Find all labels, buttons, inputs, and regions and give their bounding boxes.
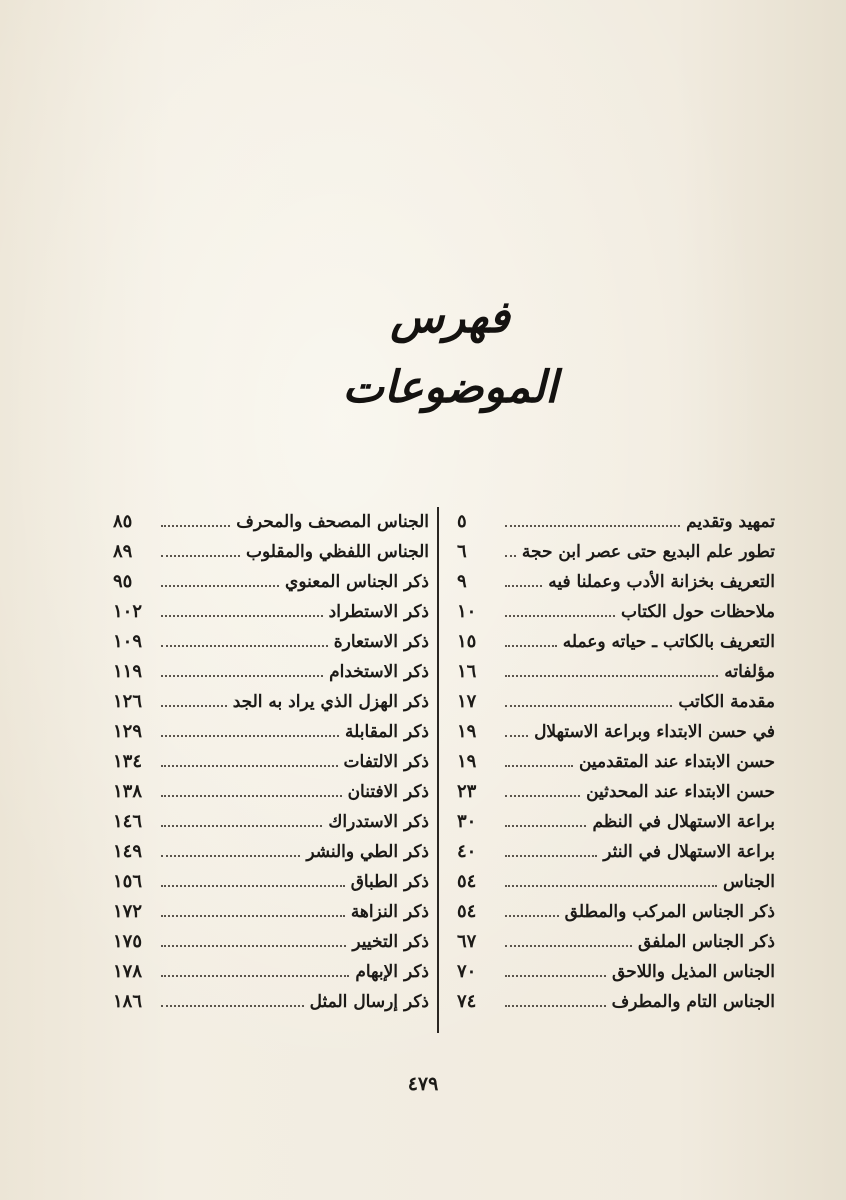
toc-entry-page: ٧٤ (457, 991, 477, 1012)
leader-dots (505, 747, 573, 767)
toc-entry-page: ١٥ (457, 631, 477, 652)
toc-entry (457, 897, 775, 927)
toc-entry-title: ذكر الاستخدام (329, 662, 429, 682)
leader-dots (161, 777, 342, 797)
toc-entry-title: ذكر الاستدراك (328, 812, 429, 832)
toc-entry (457, 627, 775, 657)
toc-entry (113, 927, 429, 957)
leader-dots (161, 987, 304, 1007)
toc-entry-page: ١٠٩ (113, 631, 143, 652)
toc-entry-page: ١٦ (457, 661, 477, 682)
toc-entry-title: ذكر الافتنان (347, 782, 429, 802)
leader-dots (161, 537, 240, 557)
leader-dots (505, 597, 615, 617)
toc-entry-page: ١٣٤ (113, 751, 143, 772)
leader-dots (161, 867, 345, 887)
toc-entry-title: ذكر المقابلة (345, 722, 429, 742)
toc-entry-title: ذكر الاستطراد (328, 602, 429, 622)
toc-entry-page: ٥٤ (457, 901, 477, 922)
toc-entry-page: ١٢٦ (113, 691, 143, 712)
toc-entry (457, 987, 775, 1017)
page-number: ٤٧٩ (407, 1073, 439, 1095)
toc-entry-page: ٣٠ (457, 811, 477, 832)
toc-entry-title: الجناس اللفظي والمقلوب (246, 542, 429, 562)
leader-dots (505, 687, 672, 707)
toc-entry-title: ذكر الجناس الملفق (638, 932, 775, 952)
toc-entry-title: مقدمة الكاتب (678, 692, 775, 712)
toc-entry (113, 657, 429, 687)
toc-entry-page: ٥٤ (457, 871, 477, 892)
toc-entry (113, 627, 429, 657)
leader-dots (161, 687, 227, 707)
toc-entry-page: ١٧٥ (113, 931, 143, 952)
toc-entry-page: ٩ (457, 571, 467, 592)
toc-entry-page: ٩٥ (113, 571, 133, 592)
toc-entry (113, 687, 429, 717)
leader-dots (505, 717, 528, 737)
toc-entry (457, 747, 775, 777)
toc-entry (457, 837, 775, 867)
toc-entry-title: تمهيد وتقديم (686, 512, 775, 532)
toc-entry-page: ٤٠ (457, 841, 477, 862)
toc-entry-page: ١١٩ (113, 661, 143, 682)
leader-dots (505, 927, 632, 947)
toc-entry-page: ١٥٦ (113, 871, 143, 892)
toc-entry-page: ١٢٩ (113, 721, 143, 742)
toc-entry-page: ١٧٢ (113, 901, 143, 922)
leader-dots (505, 837, 597, 857)
toc-entry (457, 567, 775, 597)
leader-dots (505, 807, 586, 827)
toc-entry (113, 597, 429, 627)
leader-dots (505, 897, 559, 917)
toc-entry (113, 957, 429, 987)
toc-entry (113, 747, 429, 777)
toc-entry-title: ذكر الجناس المركب والمطلق (564, 902, 775, 922)
toc-entry (457, 717, 775, 747)
leader-dots (505, 957, 606, 977)
toc-entry-title: براعة الاستهلال في النثر (603, 842, 775, 862)
leader-dots (505, 867, 717, 887)
toc-entry-page: ٨٥ (113, 511, 133, 532)
toc-entry-title: التعريف بخزانة الأدب وعملنا فيه (548, 572, 775, 592)
toc-entry (113, 837, 429, 867)
toc-entry-page: ٥ (457, 511, 467, 532)
toc-entry-title: ذكر الطباق (350, 872, 429, 892)
toc-entry (113, 867, 429, 897)
toc-entry-title: ذكر الطي والنشر (306, 842, 429, 862)
toc-entry (457, 657, 775, 687)
toc-entry (113, 777, 429, 807)
toc-entry-title: ذكر الإبهام (355, 962, 429, 982)
toc-entry-page: ٧٠ (457, 961, 477, 982)
toc-entry (113, 507, 429, 537)
page-title: فهرس الموضوعات (342, 292, 558, 413)
leader-dots (161, 657, 323, 677)
toc-entry (457, 687, 775, 717)
leader-dots (161, 957, 349, 977)
toc-entry-title: ذكر إرسال المثل (309, 992, 429, 1012)
leader-dots (161, 717, 339, 737)
toc-entry-page: ١٧ (457, 691, 477, 712)
toc-entry-page: ١٨٦ (113, 991, 143, 1012)
toc-entry-title: مؤلفاته (724, 662, 775, 682)
toc-entry (113, 807, 429, 837)
leader-dots (161, 507, 230, 527)
toc-entry-title: الجناس (723, 872, 775, 892)
leader-dots (161, 897, 345, 917)
toc-entry-page: ٦٧ (457, 931, 477, 952)
toc-entry (457, 507, 775, 537)
toc-entry-page: ٨٩ (113, 541, 133, 562)
toc-entry (457, 927, 775, 957)
leader-dots (505, 987, 606, 1007)
toc-entry-title: التعريف بالكاتب ـ حياته وعمله (562, 632, 775, 652)
toc-entry (113, 897, 429, 927)
leader-dots (505, 657, 718, 677)
toc-entry-page: ١٠ (457, 601, 477, 622)
toc-entry (457, 807, 775, 837)
leader-dots (505, 537, 516, 557)
leader-dots (161, 747, 338, 767)
toc-entry (457, 597, 775, 627)
toc-entry (113, 537, 429, 567)
toc-right-column (457, 507, 775, 1017)
leader-dots (505, 507, 680, 527)
toc-entry-title: ذكر الهزل الذي يراد به الجد (232, 692, 429, 712)
toc-entry-title: تطور علم البديع حتى عصر ابن حجة (521, 542, 775, 562)
toc-entry (457, 957, 775, 987)
toc-left-column (113, 507, 429, 1017)
toc-entry-title: الجناس المصحف والمحرف (236, 512, 429, 532)
table-of-contents (113, 507, 775, 1047)
leader-dots (161, 927, 346, 947)
leader-dots (161, 597, 323, 617)
toc-entry-title: ذكر الاستعارة (333, 632, 429, 652)
leader-dots (505, 777, 580, 797)
toc-entry-title: الجناس التام والمطرف (611, 992, 775, 1012)
toc-entry (457, 867, 775, 897)
toc-entry-title: في حسن الابتداء وبراعة الاستهلال (534, 722, 775, 742)
toc-entry-page: ١٣٨ (113, 781, 143, 802)
toc-entry (113, 567, 429, 597)
leader-dots (161, 807, 322, 827)
leader-dots (161, 627, 328, 647)
toc-entry-page: ١٤٦ (113, 811, 143, 832)
toc-entry-page: ١٩ (457, 721, 477, 742)
toc-entry-page: ١٤٩ (113, 841, 143, 862)
leader-dots (505, 567, 542, 587)
toc-entry-title: الجناس المذيل واللاحق (612, 962, 775, 982)
toc-entry-page: ٢٣ (457, 781, 477, 802)
toc-entry-page: ١٩ (457, 751, 477, 772)
toc-entry-page: ٦ (457, 541, 467, 562)
leader-dots (161, 837, 300, 857)
toc-entry (113, 987, 429, 1017)
toc-entry-title: ملاحظات حول الكتاب (621, 602, 775, 622)
toc-entry (457, 777, 775, 807)
toc-entry-title: حسن الابتداء عند المحدثين (586, 782, 775, 802)
toc-entry-title: ذكر التخيير (352, 932, 429, 952)
toc-entry-title: ذكر الالتفات (343, 752, 429, 772)
toc-entry-title: ذكر النزاهة (350, 902, 429, 922)
toc-entry-page: ١٠٢ (113, 601, 143, 622)
toc-entry-page: ١٧٨ (113, 961, 143, 982)
toc-entry-title: ذكر الجناس المعنوي (285, 572, 429, 592)
toc-entry-title: براعة الاستهلال في النظم (592, 812, 775, 832)
leader-dots (505, 627, 557, 647)
toc-entry-title: حسن الابتداء عند المتقدمين (578, 752, 775, 772)
toc-entry (457, 537, 775, 567)
toc-entry (113, 717, 429, 747)
leader-dots (161, 567, 279, 587)
